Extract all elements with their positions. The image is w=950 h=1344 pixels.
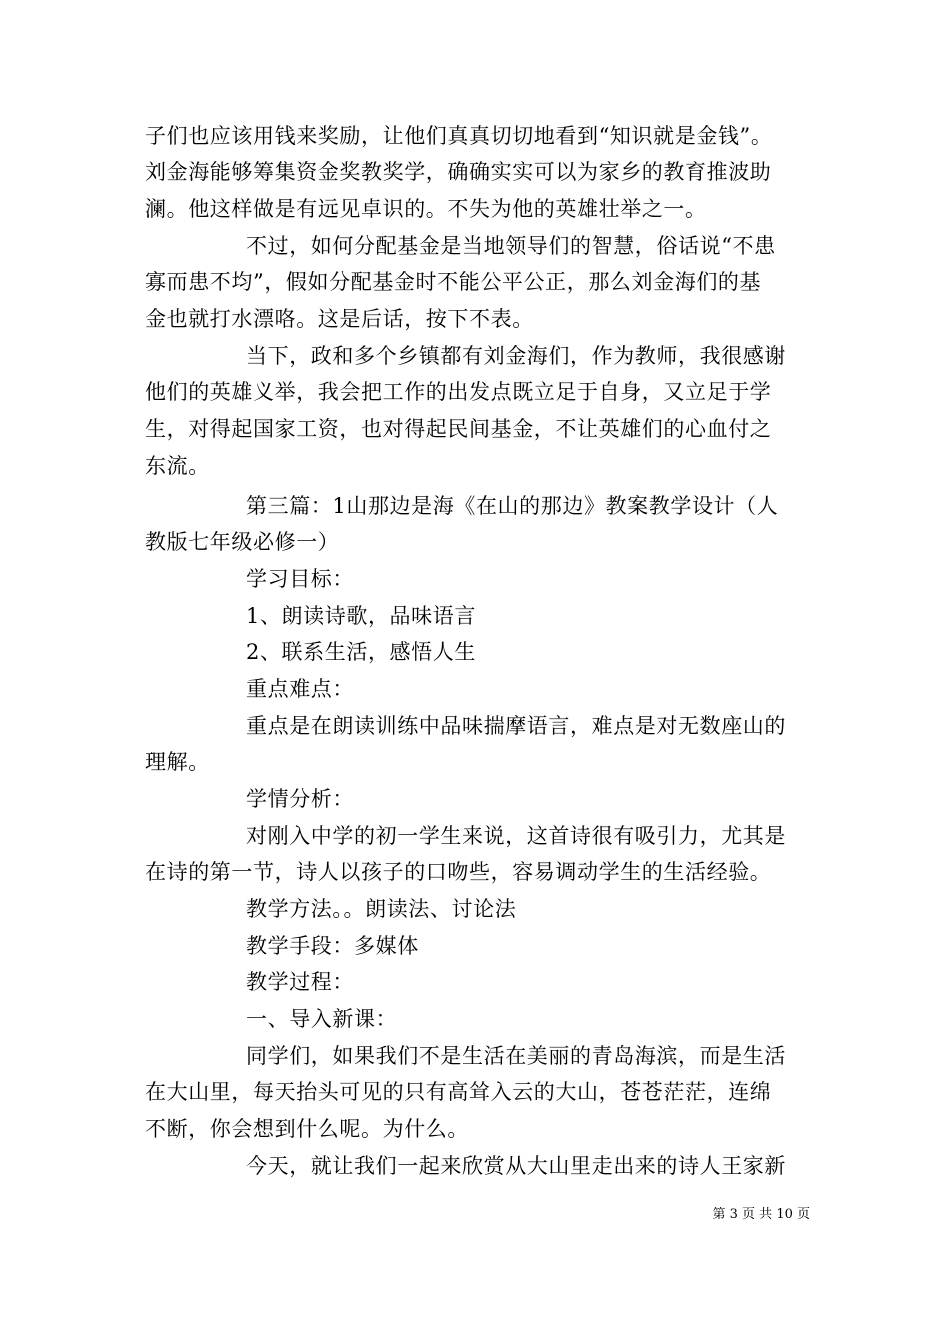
subheading-intro: 一、导入新课： [246,1007,398,1031]
text-line: 寡而患不均”，假如分配基金时不能公平公正，那么刘金海们的基 [145,270,762,294]
text-line: 澜。他这样做是有远见卓识的。不失为他的英雄壮举之一。 [145,197,707,221]
list-item: 1、朗读诗歌，品味语言 [246,604,476,628]
text-line: 刘金海能够筹集资金奖教奖学，确确实实可以为家乡的教育推波助 [145,160,772,184]
text-line: 子们也应该用钱来奖励，让他们真真切切地看到“知识就是金钱”。 [145,124,773,148]
text-line: 东流。 [145,454,210,478]
paragraph-start-line: 重点是在朗读训练中品味揣摩语言，难点是对无数座山的 [246,714,786,738]
section-heading-line: 第三篇：1山那边是海《在山的那边》教案教学设计（人 [246,494,779,518]
teaching-means-line: 教学手段：多媒体 [246,934,419,958]
heading-student-analysis: 学情分析： [246,787,354,811]
paragraph-start-line: 不过，如何分配基金是当地领导们的智慧，俗话说“不患 [246,234,776,258]
text-line: 他们的英雄义举，我会把工作的出发点既立足于自身，又立足于学 [145,380,772,404]
text-line: 在大山里，每天抬头可见的只有高耸入云的大山，苍苍茫茫，连绵 [145,1080,772,1104]
heading-key-points: 重点难点： [246,677,354,701]
paragraph-start-line: 对刚入中学的初一学生来说，这首诗很有吸引力，尤其是 [246,824,786,848]
teaching-method-line: 教学方法。。朗读法、讨论法 [246,897,517,921]
text-line: 在诗的第一节，诗人以孩子的口吻些，容易调动学生的生活经验。 [145,860,772,884]
page-number-footer: 第 3 页 共 10 页 [712,1207,810,1222]
text-line: 理解。 [145,750,210,774]
text-line: 不断，你会想到什么呢。为什么。 [145,1117,469,1141]
list-item: 2、联系生活，感悟人生 [246,640,476,664]
text-line: 金也就打水漂咯。这是后话，按下不表。 [145,307,534,331]
heading-learning-goals: 学习目标： [246,567,354,591]
paragraph-start-line: 今天，就让我们一起来欣赏从大山里走出来的诗人王家新 [246,1154,786,1178]
heading-teaching-process: 教学过程： [246,970,354,994]
section-heading-line: 教版七年级必修一） [145,530,340,554]
paragraph-start-line: 当下，政和多个乡镇都有刘金海们，作为教师，我很感谢 [246,344,786,368]
text-line: 生，对得起国家工资，也对得起民间基金，不让英雄们的心血付之 [145,417,772,441]
paragraph-start-line: 同学们，如果我们不是生活在美丽的青岛海滨，而是生活 [246,1044,786,1068]
